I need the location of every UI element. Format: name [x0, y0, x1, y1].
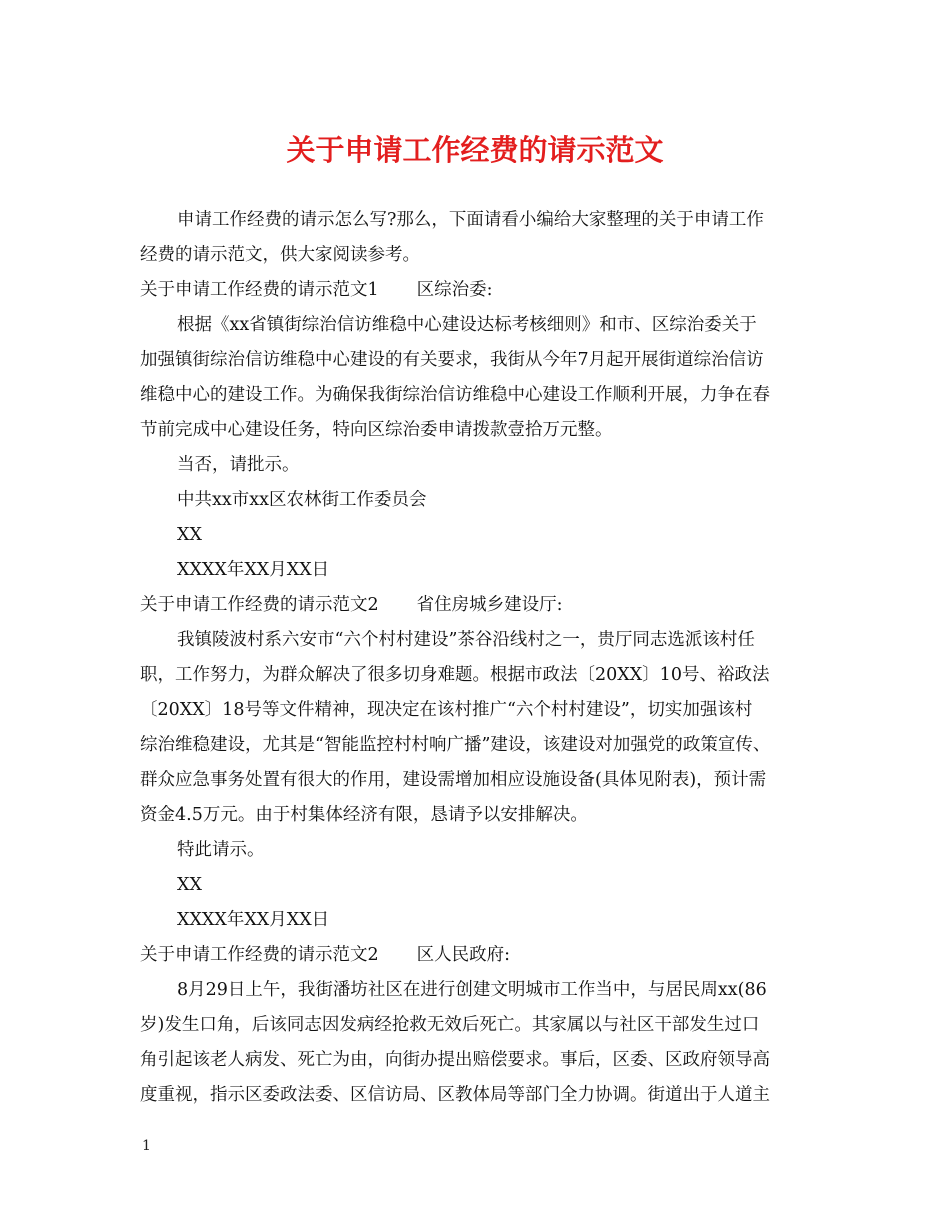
line-text: 综治维稳建设，尤其是“智能监控村村响广播”建设，该建设对加强党的政策宣传、 — [140, 735, 771, 755]
text-line — [140, 518, 820, 553]
addressee-text: 区人民政府: — [416, 945, 511, 965]
line-text: 节前完成中心建设任务，特向区综治委申请拨款壹拾万元整。 — [140, 420, 613, 440]
text-line — [140, 938, 820, 973]
text-line — [140, 833, 820, 868]
line-text: 中共xx市xx区农林街工作委员会 — [177, 490, 427, 510]
document-body — [140, 203, 820, 1113]
line-text: 〔20XX〕18号等文件精神，现决定在该村推广“六个村村建设”，切实加强该村 — [140, 700, 753, 720]
line-text: XX — [177, 525, 202, 545]
document-title: 关于申请工作经费的请示范文 — [286, 133, 664, 167]
line-text: XX — [177, 875, 202, 895]
line-text: 群众应急事务处置有很大的作用，建设需增加相应设施设备(具体见附表)，预计需 — [140, 770, 767, 790]
text-line — [140, 203, 820, 238]
line-text: 经费的请示范文，供大家阅读参考。 — [140, 245, 420, 265]
addressee-text: 省住房城乡建设厅: — [416, 595, 563, 615]
text-line — [140, 973, 820, 1008]
line-text: 我镇陵波村系六安市“六个村村建设”茶谷沿线村之一，贵厅同志选派该村任 — [177, 630, 755, 650]
line-text: 维稳中心的建设工作。为确保我街综治信访维稳中心建设工作顺利开展，力争在春 — [140, 385, 770, 405]
text-line — [140, 378, 820, 413]
text-line — [140, 483, 820, 518]
line-text: 8月29日上午，我街潘坊社区在进行创建文明城市工作当中，与居民周xx(86 — [177, 980, 767, 1000]
line-text: 关于申请工作经费的请示范文1 — [140, 280, 379, 300]
text-line — [140, 343, 820, 378]
line-text: XXXX年XX月XX日 — [177, 560, 330, 580]
line-text: 关于申请工作经费的请示范文2 — [140, 945, 379, 965]
text-line — [140, 693, 820, 728]
text-line — [140, 1078, 820, 1113]
text-line — [140, 728, 820, 763]
text-line — [140, 868, 820, 903]
text-line — [140, 273, 820, 308]
text-line — [140, 1008, 820, 1043]
line-text: 度重视，指示区委政法委、区信访局、区教体局等部门全力协调。街道出于人道主 — [140, 1085, 770, 1105]
line-text: 加强镇街综治信访维稳中心建设的有关要求，我街从今年7月起开展街道综治信访 — [140, 350, 764, 370]
line-text: 岁)发生口角，后该同志因发病经抢救无效后死亡。其家属以与社区干部发生过口 — [140, 1015, 760, 1035]
text-line — [140, 413, 820, 448]
text-line — [140, 763, 820, 798]
text-line — [140, 553, 820, 588]
page-number: 1 — [142, 1138, 151, 1154]
line-text: 当否，请批示。 — [177, 455, 300, 475]
text-line — [140, 448, 820, 483]
text-line — [140, 238, 820, 273]
addressee-text: 区综治委: — [416, 280, 493, 300]
text-line — [140, 798, 820, 833]
text-line — [140, 588, 820, 623]
line-text: 角引起该老人病发、死亡为由，向街办提出赔偿要求。事后，区委、区政府领导高 — [140, 1050, 770, 1070]
line-text: 关于申请工作经费的请示范文2 — [140, 595, 379, 615]
line-text: XXXX年XX月XX日 — [177, 910, 330, 930]
line-text: 申请工作经费的请示怎么写?那么，下面请看小编给大家整理的关于申请工作 — [177, 210, 764, 230]
text-line — [140, 658, 820, 693]
text-line — [140, 1043, 820, 1078]
line-text: 资金4.5万元。由于村集体经济有限，恳请予以安排解决。 — [140, 805, 588, 825]
line-text: 根据《xx省镇街综治信访维稳中心建设达标考核细则》和市、区综治委关于 — [177, 315, 757, 335]
text-line — [140, 623, 820, 658]
text-line — [140, 308, 820, 343]
line-text: 特此请示。 — [177, 840, 265, 860]
line-text: 职，工作努力，为群众解决了很多切身难题。根据市政法〔20XX〕10号、裕政法 — [140, 665, 770, 685]
text-line — [140, 903, 820, 938]
